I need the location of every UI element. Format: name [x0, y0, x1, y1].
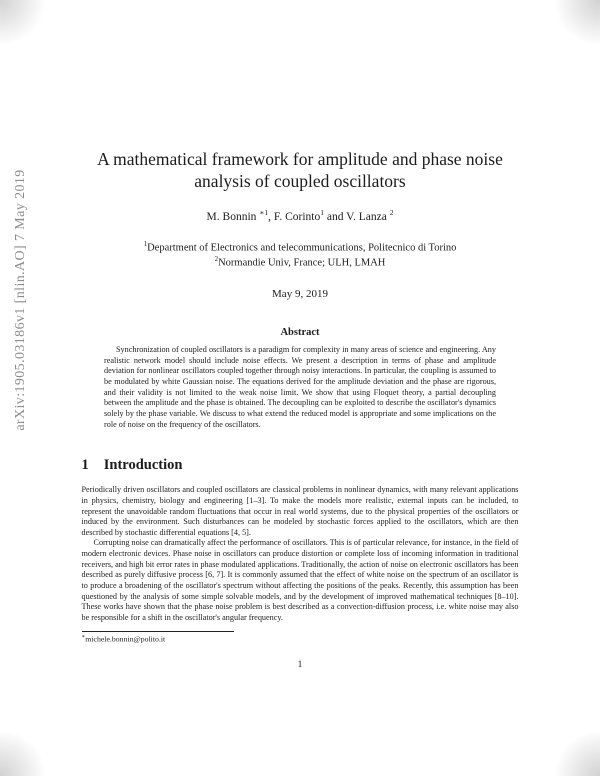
footnote-email: [82, 634, 519, 644]
author-superscript-2: 1: [320, 207, 324, 217]
author-name-2: , F. Corinto: [268, 210, 321, 223]
intro-paragraph-1: Periodically driven oscillators and coupled oscillators are classical problems in nonlinear dynamics, with many relevant applications in physics, chemistry, biology and engineering [1–3]. To make the models more realistic, external inputs can be included, to represent the unavoidable random fluctuations that occur in real world systems, due to the physical properties of the oscillators or induced by the environment. Such disturbances can be modeled by stochastic forces applied to the oscillators, which are then described by stochastic differential equations [4, 5].: [81, 485, 519, 537]
arxiv-watermark: arXiv:1905.03186v1 [nlin.AO] 7 May 2019: [13, 169, 28, 431]
abstract-heading: Abstract: [280, 326, 320, 338]
affiliation-text-1: Department of Electronics and telecommunications, Politecnico di Torino: [147, 242, 457, 254]
author-superscript-3: 2: [389, 207, 394, 217]
paper-title: A mathematical framework for amplitude and phase noise analysis of coupled oscillators: [97, 149, 503, 192]
footnote-email-text: michele.bonnin@polito.it: [85, 634, 166, 644]
footnote-block: [82, 631, 519, 644]
footnote-rule: [82, 631, 234, 632]
intro-paragraph-2: Corrupting noise can dramatically affect the performance of oscillators. This is of particular relevance, for instance, in the field of modern electronic devices. Phase noise in oscillators can produce distortion or complete loss of incoming information in traditional receivers, and high bit error rates in phase modulated applications. Traditionally, the action of noise on electronic oscillators has been described as purely diffusive process [6, 7]. It is commonly assumed that the effect of white noise on the spectrum of an oscillator is to produce a broadening of the oscillator's spectrum without affecting the positions of the peaks. Recently, this assumption has been questioned by the analysis of some simple solvable models, and by the development of improved mathematical techniques [8–10]. These works have shown that the phase noise problem is best described as a convection-diffusion process, i.e. white noise may also be responsible for a shift in the oscillator's angular frequency.: [81, 538, 519, 623]
section-title: Introduction: [103, 457, 183, 474]
paper-date: May 9, 2019: [272, 287, 328, 300]
author-name-3: and V. Lanza: [324, 210, 390, 223]
affiliation-line-2: [0, 255, 600, 271]
abstract-text: Synchronization of coupled oscillators is a paradigm for complexity in many areas of science and engineering. Any realistic network model should include noise effects. We present a description in terms of phase and amplitude deviation for nonlinear oscillators coupled together through noisy interactions. In particular, the coupling is assumed to be modulated by white Gaussian noise. The equations derived for the amplitude deviation and the phase are rigorous, and their validity is not limited to the weak noise limit. We show that using Floquet theory, a partial decoupling between the amplitude and the phase is obtained. The decoupling can be exploited to describe the oscillator's dynamics solely by the phase variable. We discuss to what extend the reduced model is appropriate and some implications on the role of noise on the frequency of the oscillators.: [104, 344, 496, 429]
affiliation-block: [0, 240, 600, 271]
page-number: 1: [297, 660, 303, 671]
affiliation-text-2: Normandie Univ, France; ULH, LMAH: [218, 257, 386, 269]
author-line: [0, 208, 600, 223]
section-heading-introduction: [82, 457, 519, 474]
affiliation-superscript-1: 1: [143, 239, 148, 248]
author-superscript-1: ∗1: [259, 207, 269, 217]
author-name-1: M. Bonnin: [206, 210, 260, 223]
footnote-superscript: ∗: [81, 633, 86, 640]
affiliation-line-1: [0, 240, 600, 256]
section-number: 1: [81, 457, 89, 474]
affiliation-superscript-2: 2: [214, 255, 219, 264]
